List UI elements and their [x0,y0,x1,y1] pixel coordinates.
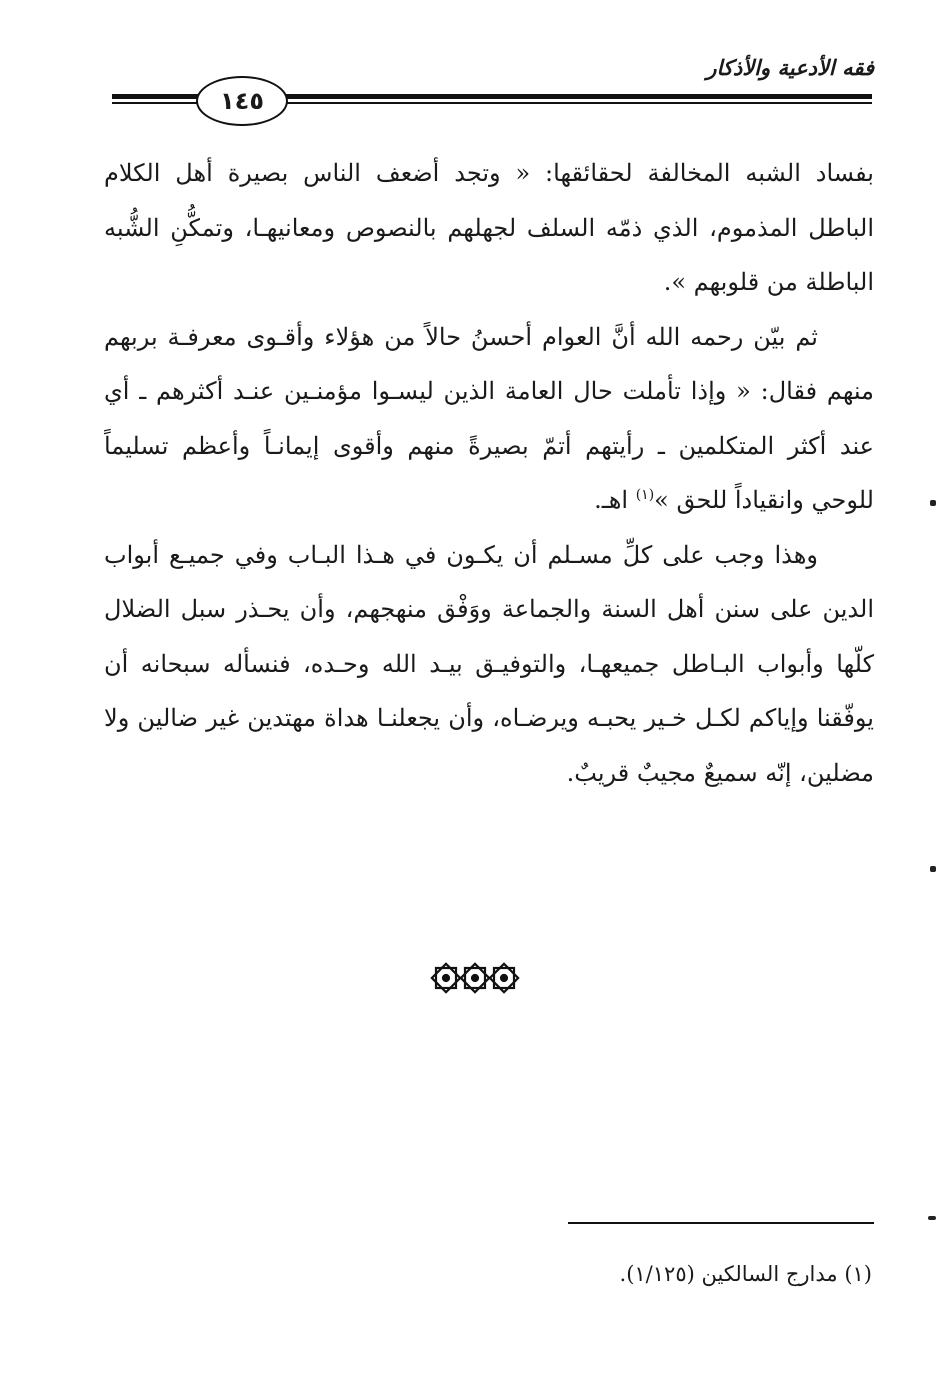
body-text [104,146,874,800]
footnote-separator [568,1222,874,1224]
paragraph-3: وهذا وجب على كلِّ مسـلم أن يكـون في هـذا البـاب وفي جميـع أبواب الدين على سنن أهل السنة والجماعة ووَفْق منهجهم، وأن يحـذر سبل الضلال كلّها وأبواب البـاطل جميعهـا، والتوفيـق بيـد الله وحـده، فنسأله سبحانه أن يوفّقنا وإياكم لكـل خـير يحبـه ويرضـاه، وأن يجعلنـا هداة مهتدين غير ضالين ولا مضلين، إنّه سميعٌ مجيبٌ قريبٌ. [104,540,874,787]
paragraph-2-text: ثم بيّن رحمه الله أنَّ العوام أحسنُ حالاً من هؤلاء وأقـوى معرفـة بربهم منهم فقال: « وإذا تأملت حال العامة الذين ليسـوا مؤمنـين عنـد أكثرهم ـ أي عند أكثر المتكلمين ـ رأيتهم أتمّ بصيرةً منهم وأقوى إيمانـاً وأعظم تسليماً للوحي وانقياداً للحق » [104,322,875,514]
scan-mark [930,866,936,872]
book-title: فقه الأدعية والأذكار [706,56,874,80]
section-ornament [430,958,520,998]
scan-mark [930,500,936,506]
scan-mark [928,1216,936,1220]
ornament-star-icon [432,964,518,992]
paragraph-2 [104,310,874,528]
page-number: ١٤٥ [196,76,288,126]
paragraph-1: بفساد الشبه المخالفة لحقائقها: « وتجد أضعف الناس بصيرة أهل الكلام الباطل المذموم، الذي ذمّه السلف لجهلهم بالنصوص ومعانيهـا، وتمكُّنِ الشُّبه الباطلة من قلوبهم ». [104,159,874,296]
footnote-reference[interactable]: (١) [635,487,655,503]
paragraph-2-end: اهـ. [594,486,636,514]
footnote-1: (١) مدارج السالكين (١/١٢٥). [619,1262,872,1286]
